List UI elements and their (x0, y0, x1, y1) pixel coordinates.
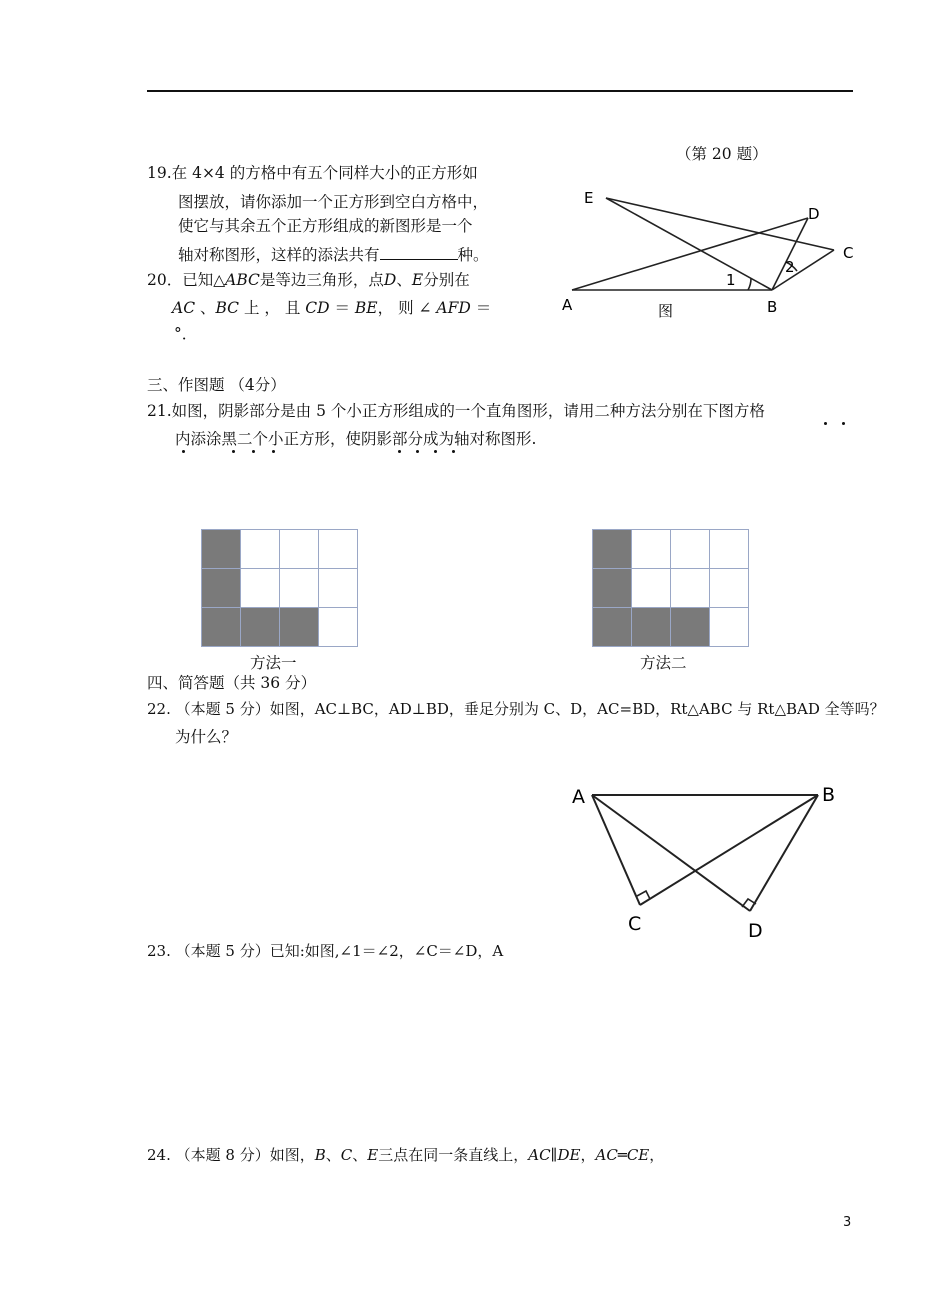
q20-text: 、 (195, 299, 216, 317)
q20-var: BC (215, 299, 240, 317)
q24-var: E (367, 1146, 379, 1164)
q20-line3: °． (174, 325, 198, 343)
grid-method2 (592, 529, 749, 647)
q24-var: C (340, 1146, 353, 1164)
grid-cell[interactable] (319, 608, 358, 647)
q19-line4-text: 轴对称图形，这样的添法共有 (178, 246, 380, 264)
answer-blank[interactable] (380, 245, 458, 260)
label-E: E (584, 189, 594, 207)
grid-cell[interactable] (202, 608, 241, 647)
q20-text: 上 ， 且 (239, 299, 306, 317)
label-C: C (843, 244, 854, 262)
method2-label: 方法二 (640, 654, 687, 672)
q20-text: ＝ (470, 299, 492, 317)
q22-line2: 为什么？ (175, 728, 238, 746)
seg-EB (606, 198, 772, 290)
grid-cell[interactable] (202, 530, 241, 569)
q20-var: D (383, 271, 397, 289)
grid-cell[interactable] (241, 569, 280, 608)
grid-cell[interactable] (593, 608, 632, 647)
q24-line (147, 1148, 664, 1163)
label-tu: 图 (658, 302, 674, 320)
grid-cell[interactable] (632, 608, 671, 647)
q20-line2 (172, 301, 491, 317)
grid-cell[interactable] (671, 608, 710, 647)
q24-var: AC (595, 1146, 618, 1164)
grid-cell[interactable] (280, 608, 319, 647)
q24-var: B (314, 1146, 326, 1164)
label-A: A (572, 786, 585, 808)
right-angle-C (637, 891, 650, 899)
q24-text: 、 (325, 1146, 341, 1164)
q24-text: 、 (352, 1146, 368, 1164)
q24-text: ， (649, 1146, 665, 1164)
grid-cell[interactable] (319, 569, 358, 608)
grid-cell[interactable] (671, 530, 710, 569)
grid-cell[interactable] (280, 530, 319, 569)
q19-line4-unit: 种。 (457, 246, 489, 264)
q19-line2: 图摆放，请你添加一个正方形到空白方格中， (178, 193, 489, 211)
q19-line3: 使它与其余五个正方形组成的新图形是一个 (178, 217, 473, 235)
q20-text: ＝ (329, 299, 355, 317)
label-D: D (808, 205, 820, 223)
q21-line2: 内添涂黑二个小正方形，使阴影部分成为轴对称图形. (175, 430, 537, 448)
grid-cell[interactable] (593, 530, 632, 569)
method1-label: 方法一 (250, 654, 297, 672)
label-A: A (562, 296, 573, 314)
q20-var: CD (305, 299, 330, 317)
label-D: D (748, 920, 763, 942)
q20-var: E (411, 271, 424, 289)
grid-cell[interactable] (241, 530, 280, 569)
grid-cell[interactable] (671, 569, 710, 608)
fig20-caption: （第 20 题） (676, 145, 768, 163)
grid-cell[interactable] (710, 569, 749, 608)
seg-EC (606, 198, 834, 250)
q21-line1: 21.如图，阴影部分是由 5 个小正方形组成的一个直角图形，请用二种方法分别在下图方格 (147, 402, 765, 420)
label-B: B (767, 298, 778, 316)
q22-line1: 22. （本题 5 分）如图，AC⊥BC，AD⊥BD，垂足分别为 C、D，AC=BD，Rt△ABC 与 Rt△BAD 全等吗？ (147, 700, 885, 718)
fig22-diagram (560, 775, 850, 950)
q20-line1 (147, 273, 470, 289)
q19-line1: 19.在 4×4 的方格中有五个同样大小的正方形如 (147, 164, 478, 182)
q20-var: ABC (225, 271, 260, 289)
grid-cell[interactable] (319, 530, 358, 569)
q20-text: 是等边三角形，点 (259, 271, 384, 289)
seg-AD (572, 218, 808, 290)
q23-line: 23. （本题 5 分）已知:如图,∠1＝∠2，∠C＝∠D，A (147, 942, 504, 960)
grid-method1 (201, 529, 358, 647)
grid-cell[interactable] (280, 569, 319, 608)
label-C: C (628, 913, 642, 935)
q20-text: 分别在 (423, 271, 470, 289)
page-number: 3 (843, 1215, 852, 1230)
label-B: B (822, 784, 836, 806)
label-angle2: 2 (785, 258, 795, 276)
q24-var: CE (626, 1146, 650, 1164)
q20-text: 、 (396, 271, 412, 289)
q24-var: AC (528, 1146, 551, 1164)
grid-cell[interactable] (632, 569, 671, 608)
grid-cell[interactable] (241, 608, 280, 647)
q20-var: AC (172, 299, 196, 317)
seg-BD (750, 795, 818, 911)
grid-cell[interactable] (632, 530, 671, 569)
q24-var: DE (557, 1146, 581, 1164)
q24-text: ， (580, 1146, 596, 1164)
sec3-heading: 三、作图题 （4分） (147, 376, 286, 394)
angle1-arc (748, 278, 751, 290)
grid-cell[interactable] (593, 569, 632, 608)
header-rule (147, 90, 853, 92)
q20-var: BE (354, 299, 378, 317)
q20-text: ， 则 ∠ (377, 299, 437, 317)
grid-cell[interactable] (710, 608, 749, 647)
q24-text: 24. （本题 8 分）如图， (147, 1146, 315, 1164)
q19-line4 (178, 245, 489, 264)
sec4-heading: 四、简答题（共 36 分） (147, 674, 317, 692)
label-angle1: 1 (726, 271, 736, 289)
q24-text: 三点在同一条直线上， (378, 1146, 529, 1164)
q24-text: ═ (617, 1146, 627, 1164)
q20-var: AFD (436, 299, 471, 317)
grid-cell[interactable] (202, 569, 241, 608)
seg-AD (592, 795, 750, 911)
q20-text: 20．已知△ (147, 271, 226, 289)
q24-text: ∥ (550, 1146, 558, 1164)
grid-cell[interactable] (710, 530, 749, 569)
fig20-diagram (550, 170, 870, 330)
